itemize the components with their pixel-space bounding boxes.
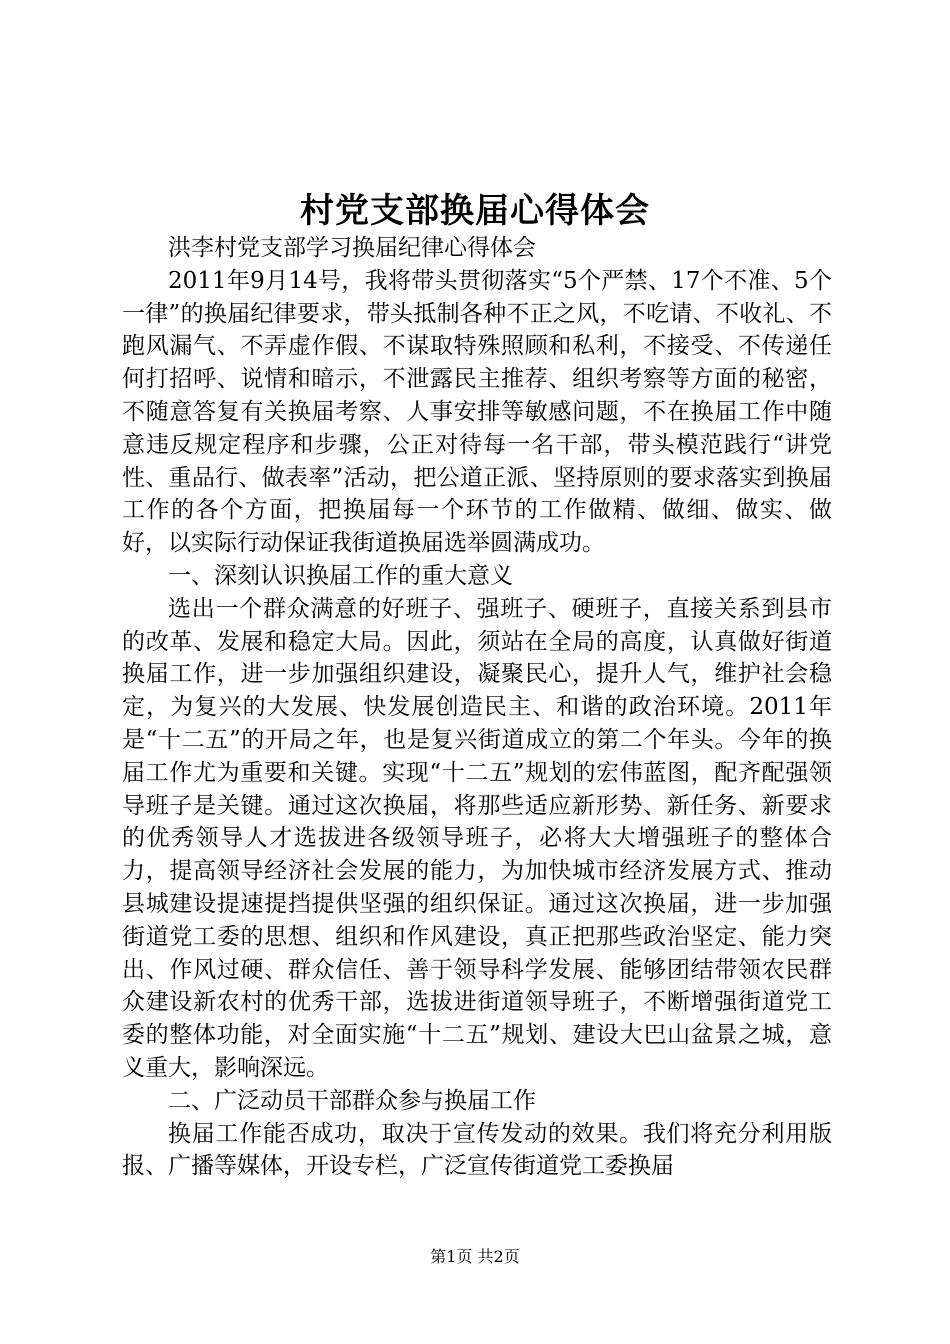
section-heading: 一、深刻认识换届工作的重大意义 xyxy=(168,562,513,589)
body-paragraph: 换届工作能否成功，取决于宣传发动的效果。我们将充分利用版报、广播等媒体，开设专栏，广泛宣传街道党工委换届 xyxy=(122,1120,832,1180)
body-paragraph: 2011年9月14号，我将带头贯彻落实“5个严禁、17个不准、5个一律”的换届纪律要求，带头抵制各种不正之风，不吃请、不收礼、不跑风漏气、不弄虚作假、不谋取特殊照顾和私利，不接受、不传递任何打招呼、说情和暗示，不泄露民主推荐、组织考察等方面的秘密，不随意答复有关换届考察、人事安排等敏感问题，不在换届工作中随意违反规定程序和步骤，公正对待每一名干部，带头模范践行“讲党性、重品行、做表率”活动，把公道正派、坚持原则的要求落实到换届工作的各个方面，把换届每一个环节的工作做精、做细、做实、做好，以实际行动保证我街道换届选举圆满成功。 xyxy=(122,267,832,557)
subtitle-paragraph: 洪李村党支部学习换届纪律心得体会 xyxy=(168,235,536,261)
document-body xyxy=(122,232,832,1183)
section-heading: 二、广泛动员干部群众参与换届工作 xyxy=(168,1087,536,1114)
page-footer: 第1页 共2页 xyxy=(430,1247,520,1266)
body-paragraph: 选出一个群众满意的好班子、强班子、硬班子，直接关系到县市的改革、发展和稳定大局。因此，须站在全局的高度，认真做好街道换届工作，进一步加强组织建设，凝聚民心，提升人气，维护社会稳定，为复兴的大发展、快发展创造民主、和谐的政治环境。2011年是“十二五”的开局之年，也是复兴街道成立的第二个年头。今年的换届工作尤为重要和关键。实现“十二五”规划的宏伟蓝图，配齐配强领导班子是关键。通过这次换届，将那些适应新形势、新任务、新要求的优秀领导人才选拔进各级领导班子，必将大大增强班子的整体合力，提高领导经济社会发展的能力，为加快城市经济发展方式、推动县城建设提速提挡提供坚强的组织保证。通过这次换届，进一步加强街道党工委的思想、组织和作风建设，真正把那些政治坚定、能力突出、作风过硬、群众信任、善于领导科学发展、能够团结带领农民群众建设新农村的优秀干部，选拔进街道领导班子，不断增强街道党工委的整体功能，对全面实施“十二五”规划、建设大巴山盆景之城，意义重大，影响深远。 xyxy=(122,595,832,1081)
document-title: 村党支部换届心得体会 xyxy=(300,191,650,231)
